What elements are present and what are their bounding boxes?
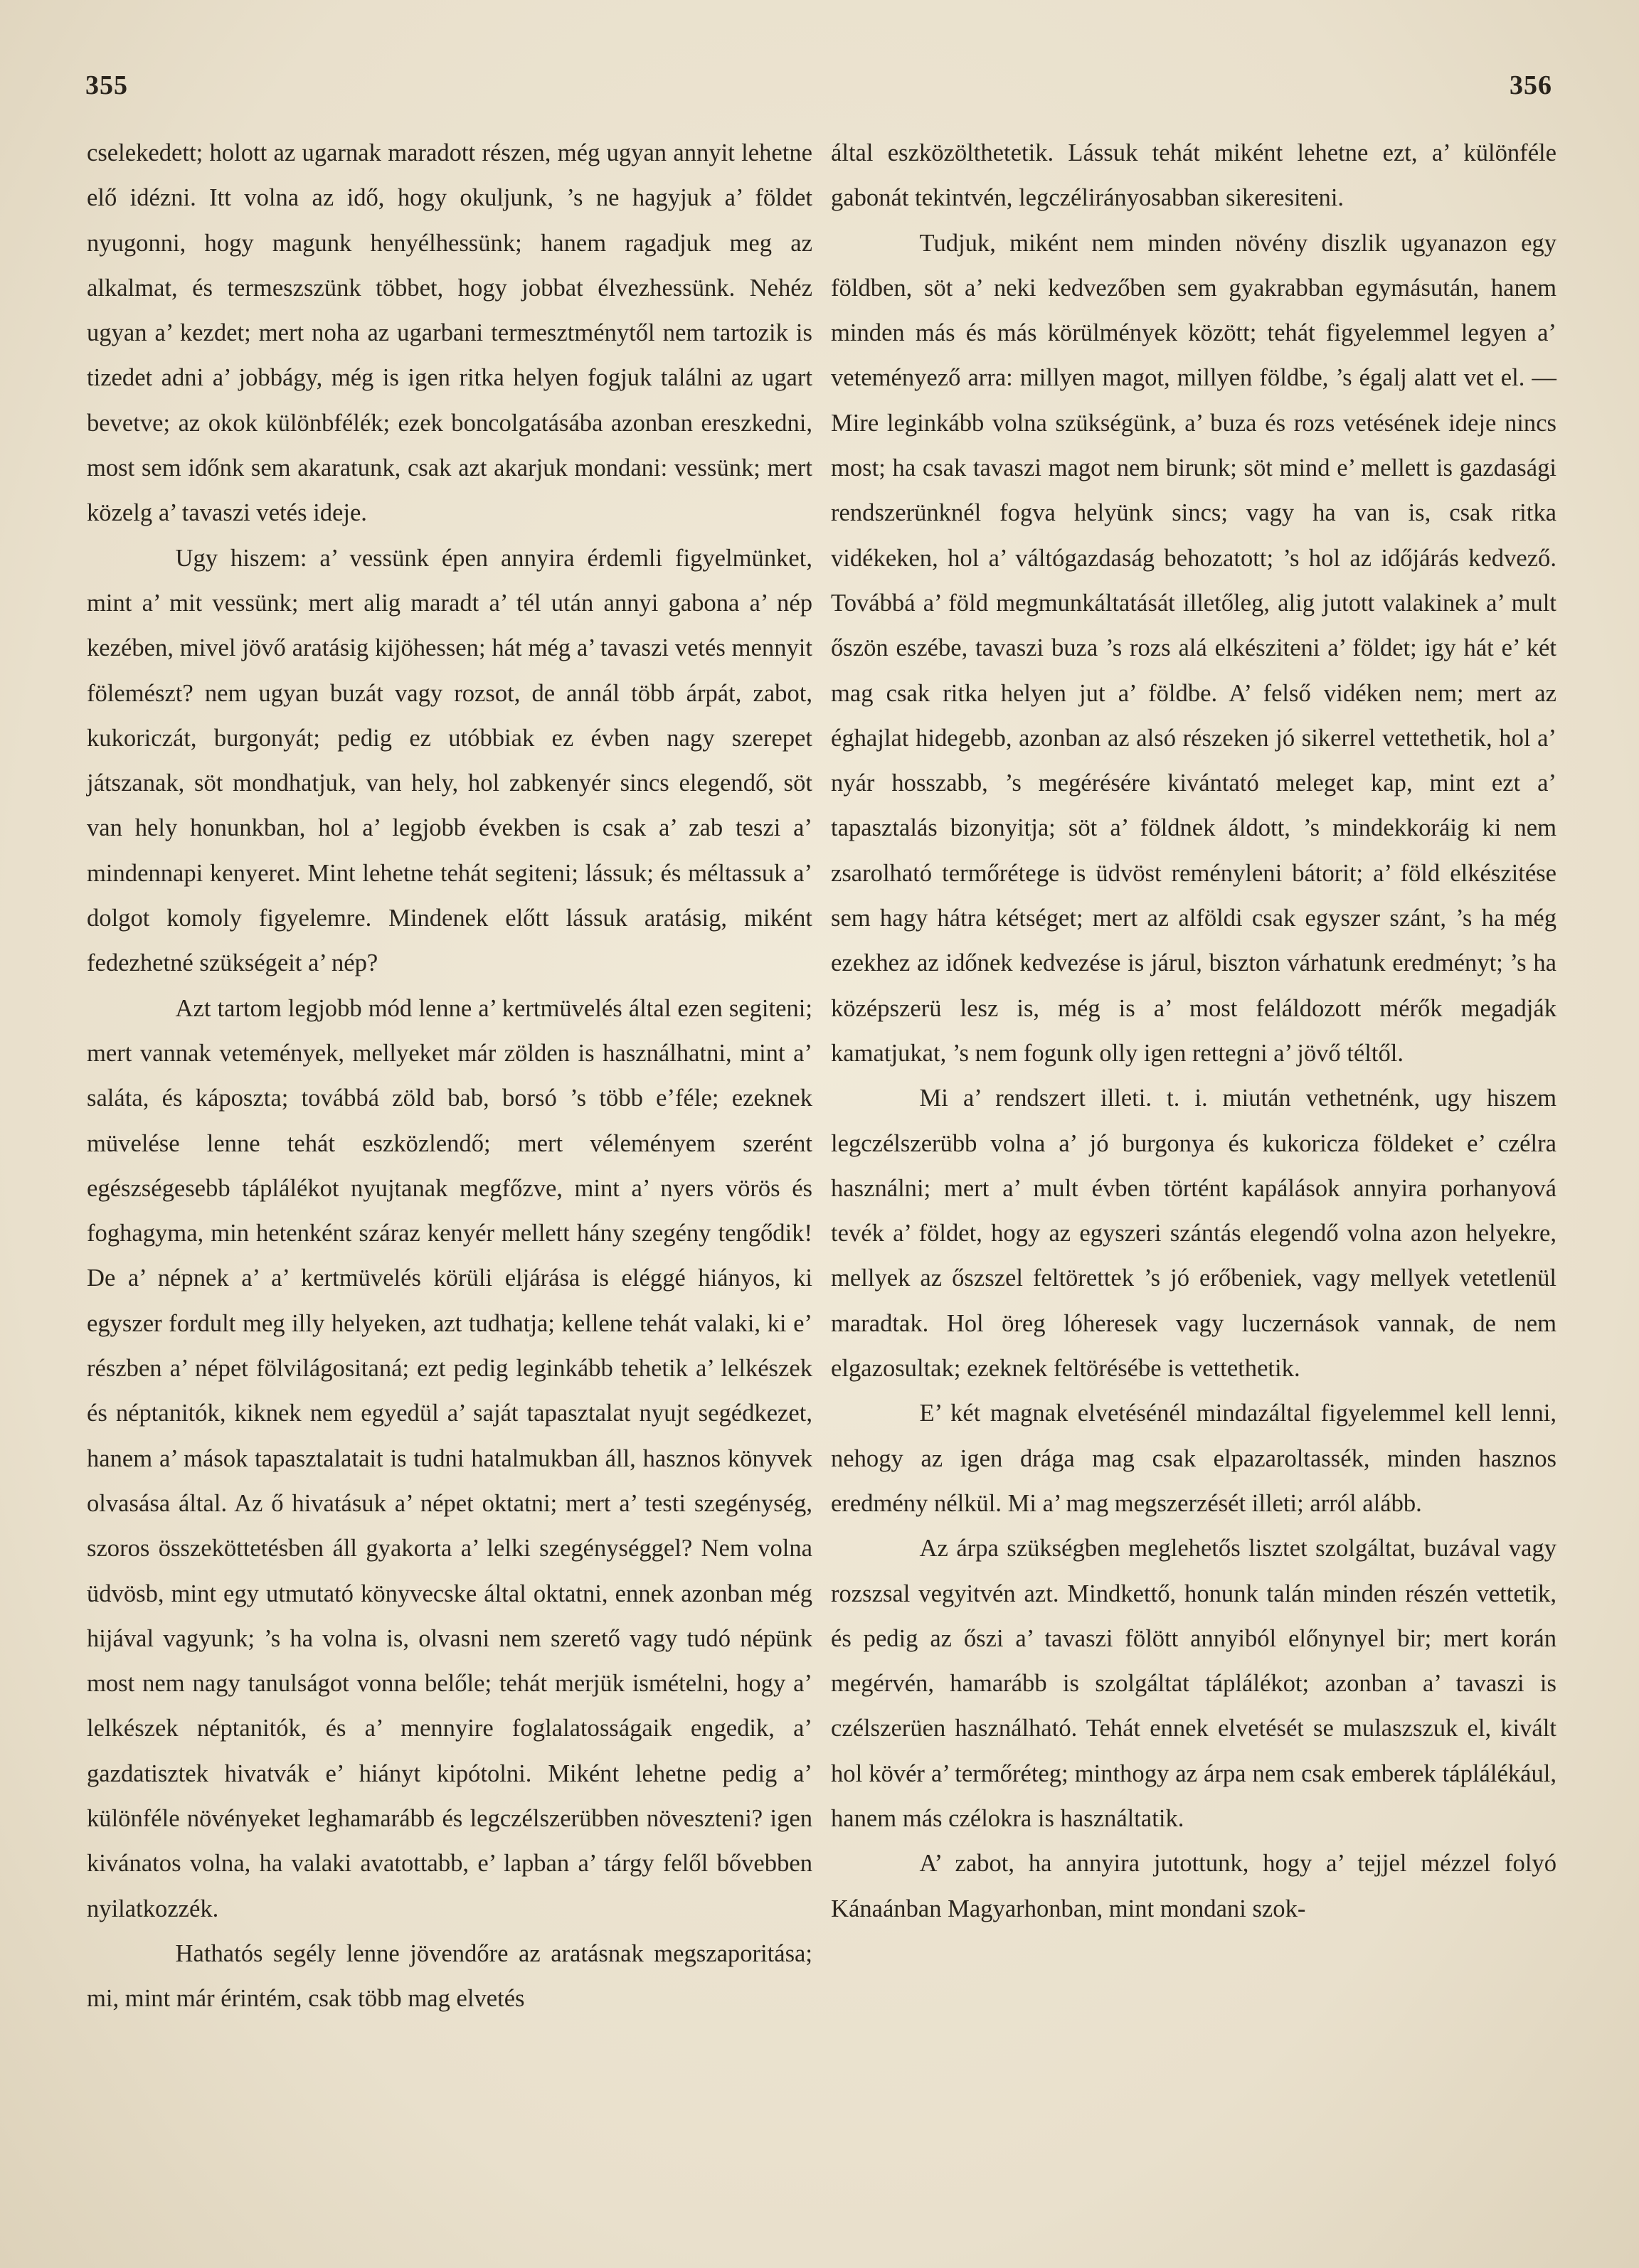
paragraph: Tudjuk, miként nem minden növény diszlik ugyanazon egy földben, söt a’ neki kedvezőben sem gyakrabban egymásután, hanem minden más és más körülmények között; tehát figyelemmel legyen a’ veteményező arra: millyen magot, millyen földbe, ’s égalj alatt vet el. — Mire leginkább volna szükségünk, a’ buza és rozs vetésének ideje nincs most; ha csak tavaszi magot nem birunk; söt mind e’ mellett is gazdasági rendszerünknél fogva helyünk sincs; vagy ha van is, csak ritka vidékeken, hol a’ váltógazdaság behozatott; ’s hol az időjárás kedvező. Továbbá a’ föld megmunkáltatását illetőleg, alig jutott valakinek a’ mult őszön eszébe, tavaszi buza ’s rozs alá elkésziteni a’ földet; igy hát e’ két mag csak ritka helyen jut a’ földbe. A’ felső vidéken nem; mert az éghajlat hidegebb, azonban az alsó részeken jó sikerrel vettethetik, hol a’ nyár hosszabb, ’s megérésére kivántató meleget kap, mint ezt a’ tapasztalás bizonyitja; söt a’ földnek áldott, ’s mindekkoráig ki nem zsarolható termőrétege is üdvöst reményleni bátorit; a’ föld elkészitése sem hagy hátra kétséget; mert az alföldi csak egyszer szánt, ’s ha még ezekhez az időnek kedvezése is járul, biszton várhatunk eredményt; ’s ha középszerü lesz is, még is a’ most feláldozott mérők megadják kamatjukat, ’s nem fogunk olly igen rettegni a’ jövő téltől. [831, 229, 1556, 1067]
paragraph: Ugy hiszem: a’ vessünk épen annyira érdemli figyelmünket, mint a’ mit vessünk; mert alig maradt a’ tél után annyi gabona a’ nép kezében, mivel jövő aratásig kijöhessen; hát még a’ tavaszi vetés mennyit fölemészt? nem ugyan buzát vagy rozsot, de annál több árpát, zabot, kukoriczát, burgonyát; pedig ez utóbbiak ez évben nagy szerepet játszanak, söt mondhatjuk, van hely, hol zabkenyér sincs elegendő, söt van hely honunkban, hol a’ legjobb években is csak a’ zab teszi a’ mindennapi kenyeret. Mint lehetne tehát segiteni; lássuk; és méltassuk a’ dolgot komoly figyelemre. Mindenek előtt lássuk aratásig, miként fedezhetné szükségeit a’ nép? [87, 544, 812, 977]
right-column [831, 131, 1556, 1932]
paragraph: Az árpa szükségben meglehetős lisztet szolgáltat, buzával vagy rozszsal vegyitvén azt. Mindkettő, honunk talán minden részén vettetik, és pedig az őszi a’ tavaszi fölött annyiból előnynyel bir; mert korán megérvén, hamarább is szolgáltat táplálékot; azonban a’ tavaszi is czélszerüen használható. Tehát ennek elvetését se mulaszszuk el, kivált hol kövér a’ termőréteg; minthogy az árpa nem csak emberek táplálékául, hanem más czélokra is használtatik. [831, 1535, 1556, 1832]
left-column [87, 131, 812, 2021]
paragraph: Azt tartom legjobb mód lenne a’ kertmüvelés által ezen segiteni; mert vannak vetemények, mellyeket már zölden is használhatni, mint a’ saláta, és káposzta; továbbá zöld bab, borsó ’s több e’féle; ezeknek müvelése lenne tehát eszközlendő; mert véleményem szerént egészségesebb táplálékot nyujtanak megfőzve, mint a’ nyers vörös és foghagyma, min hetenként száraz kenyér mellett hány szegény tengődik! De a’ népnek a’ a’ kertmüvelés körüli eljárása is eléggé hiányos, ki egyszer fordult meg illy helyeken, azt tudhatja; kellene tehát valaki, ki e’ részben a’ népet fölvilágositaná; ezt pedig leginkább tehetik a’ lelkészek és néptanitók, kiknek nem egyedül a’ saját tapasztalat nyujt segédkezet, hanem a’ mások tapasztalatait is tudni hatalmukban áll, hasznos könyvek olvasása által. Az ő hivatásuk a’ népet oktatni; mert a’ testi szegénység, szoros összeköttetésben áll gyakorta a’ lelki szegénységgel? Nem volna üdvösb, mint egy utmutató könyvecske által oktatni, ennek azonban még hijával vagyunk; ’s ha volna is, olvasni nem szerető vagy tudó népünk most nem nagy tanulságot vonna belőle; tehát merjük ismételni, hogy a’ lelkészek néptanitók, és a’ mennyire foglalatosságaik engedik, a’ gazdatisztek hivatvák e’ hiányt kipótolni. Miként lehetne pedig a’ különféle növényeket leghamarább és legczélszerübben növeszteni? igen kivánatos volna, ha valaki avatottabb, e’ lapban a’ tárgy felől bővebben nyilatkozzék. [87, 994, 812, 1922]
paragraph: A’ zabot, ha annyira jutottunk, hogy a’ tejjel mézzel folyó Kánaánban Magyarhonban, mint mondani szok- [831, 1850, 1556, 1922]
paragraph: Hathatós segély lenne jövendőre az aratásnak megszaporitása; mi, mint már érintém, csak több mag elvetés [87, 1939, 812, 2013]
paragraph: E’ két magnak elvetésénél mindazáltal figyelemmel kell lenni, nehogy az igen drága mag csak elpazaroltassék, minden hasznos eredmény nélkül. Mi a’ mag megszerzését illeti; arról alább. [831, 1400, 1556, 1517]
paragraph: cselekedett; holott az ugarnak maradott részen, még ugyan annyit lehetne elő idézni. Itt volna az idő, hogy okuljunk, ’s ne hagyjuk a’ földet nyugonni, hogy magunk henyélhessünk; hanem ragadjuk meg az alkalmat, és termeszszünk többet, hogy jobbat élvezhessünk. Nehéz ugyan a’ kezdet; mert noha az ugarbani termesztménytől nem tartozik is tizedet adni a’ jobbágy, még is igen ritka helyen fogjuk találni az ugart bevetve; az okok különbfélék; ezek boncolgatásába azonban ereszkedni, most sem időnk sem akaratunk, csak azt akarjuk mondani: vessünk; mert közelg a’ tavaszi vetés ideje. [87, 139, 812, 527]
page-number-left: 355 [85, 70, 128, 100]
paragraph: Mi a’ rendszert illeti. t. i. miután vethetnénk, ugy hiszem legczélszerübb volna a’ jó burgonya és kukoricza földeket e’ czélra használni; mert a’ mult évben történt kapálások annyira porhanyová tevék a’ földet, hogy az egyszeri szántás elegendő volna azon helyekre, mellyek az őszszel feltörettek ’s jó erőbeniek, vagy mellyek vetetlenül maradtak. Hol öreg lóheresek vagy luczernások vannak, de nem elgazosultak; ezeknek feltörésébe is vettethetik. [831, 1085, 1556, 1383]
page-number-right: 356 [1510, 70, 1552, 100]
paragraph: által eszközölthetetik. Lássuk tehát miként lehetne ezt, a’ különféle gabonát tekintvén, legczélirányosabban sikeresiteni. [831, 139, 1556, 212]
